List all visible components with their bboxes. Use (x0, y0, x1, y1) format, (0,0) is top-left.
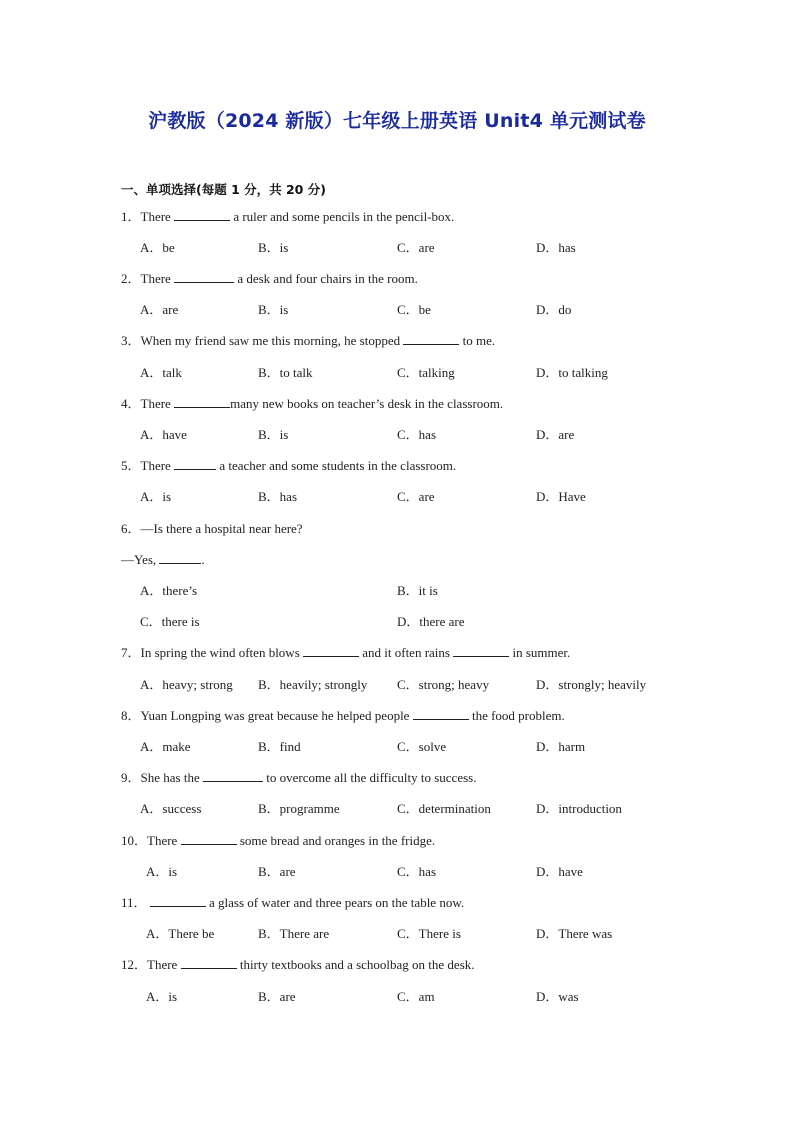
option-c: C．am (397, 989, 435, 1004)
option-d: D．Have (536, 489, 586, 504)
question-6: 6．—Is there a hospital near here? (121, 521, 303, 536)
answer-blank (453, 645, 509, 657)
answer-blank (174, 396, 230, 408)
answer-blank (150, 895, 206, 907)
answer-blank (203, 770, 263, 782)
option-c: C．solve (397, 739, 447, 754)
section-heading: 一、单项选择(每题 1 分，共 20 分) (121, 182, 326, 197)
option-b: B．has (258, 489, 298, 504)
question-9: 9．She has the to overcome all the difficulty to success. (121, 770, 477, 785)
option-b: B．There are (258, 926, 330, 941)
option-d: D．do (536, 302, 572, 317)
answer-blank (181, 957, 237, 969)
question-1: 1．There a ruler and some pencils in the pencil-box. (121, 209, 455, 224)
answer-blank (303, 645, 359, 657)
answer-blank (181, 833, 237, 845)
option-c: C．has (397, 427, 437, 442)
question-4: 4．There many new books on teacher’s desk in the classroom. (121, 396, 504, 411)
option-d: D．strongly; heavily (536, 677, 647, 692)
answer-blank (413, 708, 469, 720)
option-c: C．strong; heavy (397, 677, 490, 692)
option-d: D．introduction (536, 801, 622, 816)
question-5: 5．There a teacher and some students in the classroom. (121, 458, 457, 473)
option-b: B．it is (397, 583, 438, 598)
option-c: C．has (397, 864, 437, 879)
answer-blank (403, 333, 459, 345)
option-c: C．talking (397, 365, 455, 380)
option-a: A．There be (146, 926, 215, 941)
question-7: 7．In spring the wind often blows and it often rains in summer. (121, 645, 571, 660)
option-b: B．are (258, 864, 296, 879)
option-b: B．programme (258, 801, 340, 816)
question-3: 3．When my friend saw me this morning, he stopped to me. (121, 333, 496, 348)
option-d: D．there are (397, 614, 465, 629)
option-b: B．find (258, 739, 301, 754)
answer-blank (174, 458, 216, 470)
question-6-reply: —Yes, . (121, 552, 205, 567)
option-d: D．harm (536, 739, 586, 754)
option-d: D．has (536, 240, 576, 255)
option-a: A．make (140, 739, 191, 754)
option-c: C．there is (140, 614, 200, 629)
option-b: B．is (258, 302, 289, 317)
option-b: B．is (258, 427, 289, 442)
answer-blank (159, 552, 201, 564)
option-c: C．be (397, 302, 431, 317)
question-8: 8．Yuan Longping was great because he helped people the food problem. (121, 708, 565, 723)
option-a: A．be (140, 240, 175, 255)
option-a: A．heavy; strong (140, 677, 233, 692)
question-11: 11． a glass of water and three pears on the table now. (121, 895, 465, 910)
option-a: A．success (140, 801, 202, 816)
option-d: D．are (536, 427, 575, 442)
option-c: C．are (397, 489, 435, 504)
option-b: B．is (258, 240, 289, 255)
question-10: 10．There some bread and oranges in the fridge. (121, 833, 436, 848)
option-b: B．are (258, 989, 296, 1004)
option-b: B．heavily; strongly (258, 677, 368, 692)
option-d: D．There was (536, 926, 613, 941)
option-a: A．is (146, 864, 178, 879)
answer-blank (174, 209, 230, 221)
option-d: D．was (536, 989, 579, 1004)
option-c: C．There is (397, 926, 461, 941)
answer-blank (174, 271, 234, 283)
question-2: 2．There a desk and four chairs in the room. (121, 271, 418, 286)
page-title: 沪教版（2024 新版）七年级上册英语 Unit4 单元测试卷 (148, 110, 646, 132)
option-a: A．have (140, 427, 187, 442)
option-b: B．to talk (258, 365, 313, 380)
option-a: A．is (140, 489, 172, 504)
option-c: C．are (397, 240, 435, 255)
option-a: A．talk (140, 365, 182, 380)
option-c: C．determination (397, 801, 491, 816)
option-a: A．is (146, 989, 178, 1004)
question-12: 12．There thirty textbooks and a schoolbag on the desk. (121, 957, 475, 972)
option-d: D．have (536, 864, 583, 879)
option-d: D．to talking (536, 365, 608, 380)
option-a: A．there’s (140, 583, 198, 598)
option-a: A．are (140, 302, 179, 317)
